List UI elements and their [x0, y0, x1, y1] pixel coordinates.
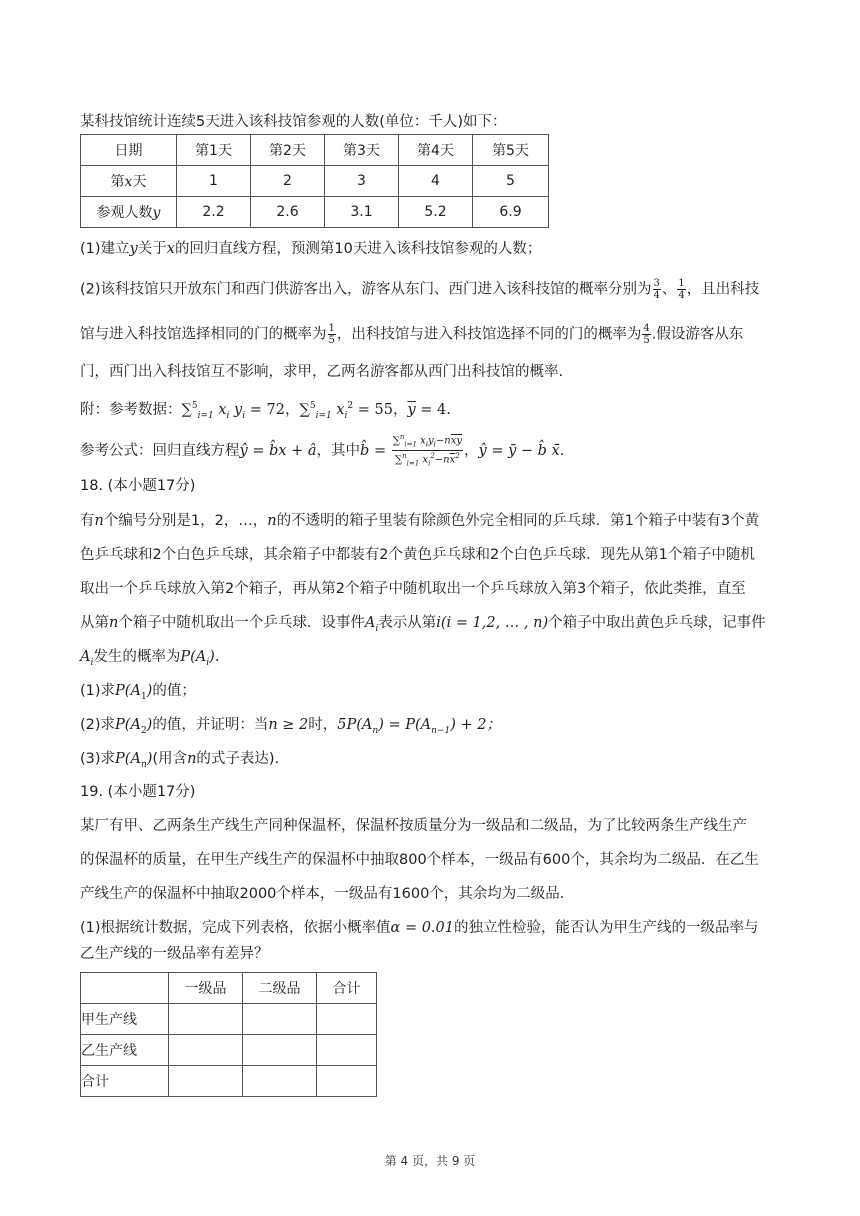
q18-line3: 取出一个乒乓球放入第2个箱子，再从第2个箱子中随机取出一个乒乓球放入第3个箱子，依此类推，直至 — [80, 581, 746, 597]
table-cell: 2.6 — [251, 197, 325, 228]
q19-line3: 产线生产的保温杯中抽取2000个样本，一级品有1600个，其余均为二级品． — [80, 886, 575, 902]
table-header-cell: 二级品 — [243, 973, 317, 1004]
blank-cell[interactable] — [317, 1004, 377, 1035]
table-cell: 3 — [325, 166, 399, 197]
table-header-cell: 第4天 — [399, 135, 473, 166]
row-label: 乙生产线 — [81, 1035, 169, 1066]
table-row — [81, 1035, 377, 1066]
table-cell: 1 — [177, 166, 251, 197]
q19-title: 19. (本小题17分) — [80, 784, 196, 800]
table-row — [81, 1004, 377, 1035]
reference-formula: 参考公式：回归直线方程ŷ = b̂x + â，其中b̂ = $\frac{\sum^n_{i=1} x_iy_i-n\overline{xy}}{\sum^n_{i=1} x_i^2-n\overline{x}^2}$ ，ŷ = ȳ − b̂ x̄. — [80, 433, 565, 468]
q19-line4: (1)根据统计数据，完成下列表格，依据小概率值α = 0.01的独立性检验，能否认为甲生产线的一级品率与 — [80, 920, 759, 936]
contingency-table — [80, 972, 377, 1097]
table-row — [81, 166, 549, 197]
q19-line1: 某厂有甲、乙两条生产线生产同种保温杯，保温杯按质量分为一级品和二级品，为了比较两条生产线生产 — [80, 818, 747, 834]
blank-cell[interactable] — [243, 1004, 317, 1035]
q18-sub3: (3)求$P(A_n)$(用含n的式子表达). — [80, 751, 280, 770]
q17-part2-line3: 门，西门出入科技馆互不影响，求甲，乙两名游客都从西门出科技馆的概率. — [80, 364, 564, 380]
row-label: 甲生产线 — [81, 1004, 169, 1035]
table-row — [81, 197, 549, 228]
q18-line1: 有n个编号分别是1，2，…，n的不透明的箱子里装有除颜色外完全相同的乒乓球．第1个箱子中装有3个黄 — [80, 513, 760, 529]
intro-text: 某科技馆统计连续5天进入该科技馆参观的人数(单位：千人)如下： — [80, 114, 507, 130]
q17-part1: (1)建立y关于x的回归直线方程，预测第10天进入该科技馆参观的人数； — [80, 241, 542, 257]
q17-part2-line1: (2)该科技馆只开放东门和西门供游客出入，游客从东门、西门进入该科技馆的概率分别为 $\frac{3}{4}$ 、 $\frac{1}{4}$ ，且出科技 — [80, 278, 760, 301]
visitor-table — [80, 134, 549, 228]
table-cell: 3.1 — [325, 197, 399, 228]
table-row — [81, 1066, 377, 1097]
reference-data: 附：参考数据：∑$^5_{i=1}$ $x_i$ $y_i = 72$，∑$^5_{i=1}$ $x_i^2 = 55$，$\overline{y} = 4$. — [80, 401, 451, 421]
table-cell: 5 — [473, 166, 549, 197]
fraction: $\frac{1}{5}$ — [328, 323, 335, 346]
q18-line2: 色乒乓球和2个白色乒乓球，其余箱子中都装有2个黄色乒乓球和2个白色乒乓球．现先从第1个箱子中随机 — [80, 547, 755, 563]
fraction: $\frac{4}{5}$ — [643, 323, 650, 346]
q18-line4: 从第n个箱子中随机取出一个乒乓球．设事件$A_i$表示从第i(i = 1,2, … , n)个箱子中取出黄色乒乓球，记事件 — [80, 615, 766, 634]
blank-cell[interactable] — [169, 1035, 243, 1066]
table-cell: 6.9 — [473, 197, 549, 228]
row-label-x: 第x天 — [81, 166, 177, 197]
row-label: 合计 — [81, 1066, 169, 1097]
fraction: $\frac{1}{4}$ — [678, 278, 685, 301]
table-cell: 2.2 — [177, 197, 251, 228]
table-header-cell: 第3天 — [325, 135, 399, 166]
q18-sub2: (2)求$P(A_2)$的值，并证明：当n ≥ 2时，$5P(A_n) = P(A_{n-1}) + 2$； — [80, 717, 501, 736]
table-header-cell: 第5天 — [473, 135, 549, 166]
table-header-row — [81, 973, 377, 1004]
table-cell: 5.2 — [399, 197, 473, 228]
q18-title: 18. (本小题17分) — [80, 478, 196, 494]
table-header-cell: 一级品 — [169, 973, 243, 1004]
blank-cell[interactable] — [169, 1066, 243, 1097]
q17-part2-line2: 馆与进入科技馆选择相同的门的概率为 $\frac{1}{5}$ ，出科技馆与进入科技馆选择不同的门的概率为 $\frac{4}{5}$ .假设游客从东 — [80, 323, 744, 346]
q18-sub1: (1)求$P(A_1)$的值； — [80, 683, 196, 702]
fraction: $\frac{\sum^n_{i=1} x_iy_i-n\overline{xy}}{\sum^n_{i=1} x_i^2-n\overline{x}^2}$ — [392, 433, 463, 468]
q19-line5: 乙生产线的一级品率有差异？ — [80, 946, 269, 962]
table-header-cell: 第1天 — [177, 135, 251, 166]
table-header-cell: 第2天 — [251, 135, 325, 166]
table-header-cell: 合计 — [317, 973, 377, 1004]
page-footer: 第 4 页，共 9 页 — [384, 1154, 476, 1168]
table-header-cell: 日期 — [81, 135, 177, 166]
table-header-cell — [81, 973, 169, 1004]
fraction: $\frac{3}{4}$ — [653, 278, 660, 301]
blank-cell[interactable] — [317, 1035, 377, 1066]
blank-cell[interactable] — [317, 1066, 377, 1097]
row-label-y: 参观人数y — [81, 197, 177, 228]
q18-line5: $A_i$发生的概率为$P(A_i)$. — [80, 649, 220, 668]
table-cell: 4 — [399, 166, 473, 197]
blank-cell[interactable] — [243, 1066, 317, 1097]
table-header-row — [81, 135, 549, 166]
blank-cell[interactable] — [243, 1035, 317, 1066]
blank-cell[interactable] — [169, 1004, 243, 1035]
q19-line2: 的保温杯的质量，在甲生产线生产的保温杯中抽取800个样本，一级品有600个，其余均为二级品．在乙生 — [80, 852, 759, 868]
table-cell: 2 — [251, 166, 325, 197]
